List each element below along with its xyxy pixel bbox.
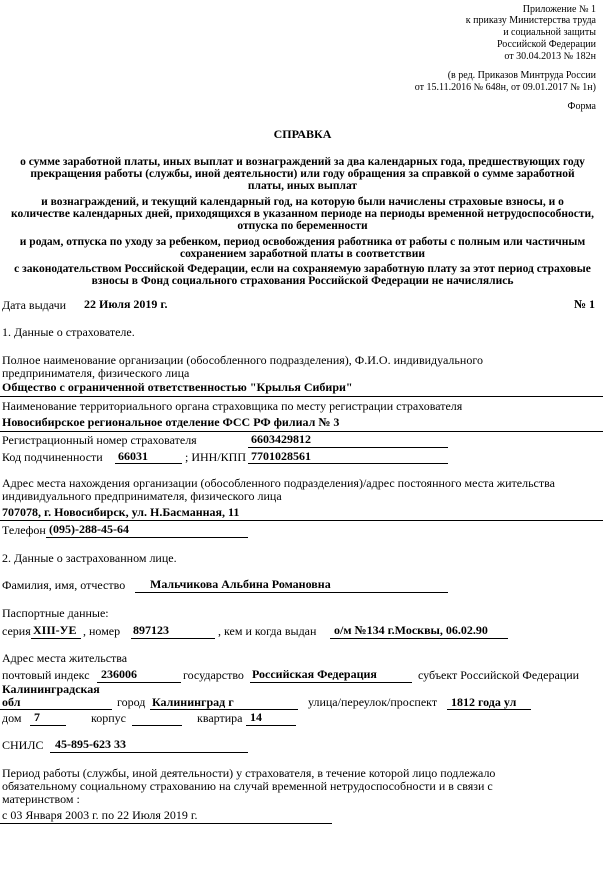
heading-line-1: о сумме заработной платы, иных выплат и вознаграждений за два календарных года, предшествующих году: [20, 156, 585, 168]
passport-label: Паспортные данные:: [2, 606, 109, 620]
period-label-line-3: материнством :: [2, 792, 80, 806]
appendix-line-4: Российской Федерации: [496, 39, 596, 50]
subordination-code-value: 66031: [118, 449, 148, 463]
section-2-title: 2. Данные о застрахованном лице.: [2, 551, 177, 565]
snils-label: СНИЛС: [2, 738, 44, 752]
revision-line-2: от 15.11.2016 № 648н, от 09.01.2017 № 1н): [414, 82, 596, 93]
street-underline: [447, 709, 531, 710]
reg-number-label: Регистрационный номер страхователя: [2, 433, 197, 447]
flat-underline: [246, 725, 296, 726]
fio-value: Мальчикова Альбина Романовна: [150, 577, 331, 591]
form-label: Форма: [567, 101, 596, 112]
appendix-line-5: от 30.04.2013 № 182н: [504, 51, 596, 62]
state-label: государство: [183, 669, 244, 682]
fio-underline: [135, 592, 448, 593]
street-value: 1812 года ул: [451, 695, 517, 709]
heading-line-7: и родам, отпуска по уходу за ребенком, период освобождения работника от работы с полным или частичным: [19, 236, 586, 248]
appendix-line-3: и социальной защиты: [503, 27, 596, 38]
issue-date-label: Дата выдачи: [2, 298, 67, 312]
passport-issued-label: , кем и когда выдан: [218, 624, 317, 638]
period-label-line-1: Период работы (службы, иной деятельности) у страхователя, в течение которой лицо подлежало: [2, 766, 496, 780]
heading-line-10: взносы в Фонд социального страхования Российской Федерации не начислялись: [91, 275, 514, 287]
section-1-title: 1. Данные о страхователе.: [2, 325, 135, 339]
heading-line-5: количестве календарных дней, приходящихся в указанном периоде на периоды временной нетрудоспособности,: [11, 208, 594, 220]
subordination-code-underline: [115, 463, 182, 464]
postcode-underline: [97, 682, 181, 683]
passport-number-label: , номер: [83, 624, 121, 638]
flat-label: квартира: [197, 711, 243, 725]
heading-line-6: отпуска по беременности: [237, 220, 368, 232]
address-value: 707078, г. Новосибирск, ул. Н.Басманная, 11: [2, 505, 240, 519]
residence-label: Адрес места жительства: [2, 651, 128, 665]
inn-kpp-value: 7701028561: [251, 449, 311, 463]
issue-date-value: 22 Июля 2019 г.: [84, 297, 168, 311]
reg-number-underline: [248, 447, 448, 448]
inn-kpp-underline: [248, 463, 448, 464]
passport-series-label: серия: [2, 624, 31, 638]
heading-line-4: и вознаграждений, и текущий календарный год, на которую были начислены страховые взносы, и о: [41, 196, 564, 208]
address-label-line-2: индивидуального предпринимателя, физического лица: [2, 489, 282, 503]
heading-line-3: платы, иных выплат: [247, 180, 358, 192]
building-label: корпус: [91, 711, 126, 725]
state-value: Российская Федерация: [252, 667, 377, 681]
territorial-body-value: Новосибирское региональное отделение ФСС РФ филиал № 3: [2, 415, 340, 429]
city-underline: [150, 709, 298, 710]
postcode-label: почтовый индекс: [2, 668, 90, 682]
house-underline: [30, 725, 66, 726]
flat-value: 14: [250, 710, 262, 724]
passport-number-underline: [131, 638, 215, 639]
org-name-underline: [0, 396, 603, 397]
passport-series-underline: [31, 638, 81, 639]
heading-line-2: прекращения работы (службы, иной деятельности) или году обращения за справкой о сумме заработной: [30, 168, 575, 180]
passport-series-value: XIII-УЕ: [33, 623, 77, 637]
city-value: Калининград г: [152, 695, 234, 709]
inn-kpp-label: ; ИНН/КПП: [185, 450, 247, 464]
period-underline: [0, 823, 332, 824]
revision-line-1: (в ред. Приказов Минтруда России: [447, 70, 596, 81]
reg-number-value: 6603429812: [251, 432, 311, 446]
address-underline: [0, 520, 603, 521]
postcode-value: 236006: [101, 667, 137, 681]
snils-underline: [50, 752, 248, 753]
org-label-line-1: Полное наименование организации (обособленного подразделения), Ф.И.О. индивидуального: [2, 353, 483, 367]
subject-value-line-1: Калининградская: [2, 682, 100, 696]
subordination-code-label: Код подчиненности: [2, 450, 103, 464]
phone-label: Телефон: [2, 523, 46, 537]
certificate-number: № 1: [573, 297, 595, 311]
heading-line-9: с законодательством Российской Федерации, если на сохраняемую заработную плату за этот период страховые: [14, 263, 591, 275]
passport-number-value: 897123: [133, 623, 169, 637]
snils-value: 45-895-623 33: [55, 737, 126, 751]
phone-underline: [46, 537, 248, 538]
phone-value: (095)-288-45-64: [49, 522, 129, 536]
org-label-line-2: предпринимателя, физического лица: [2, 366, 190, 380]
passport-issued-value: о/м №134 г.Москвы, 06.02.90: [334, 623, 488, 637]
subject-value-line-2: обл: [2, 695, 21, 709]
appendix-line-1: Приложение № 1: [522, 4, 596, 15]
passport-issued-underline: [330, 638, 508, 639]
fio-label: Фамилия, имя, отчество: [2, 578, 126, 592]
org-name-value: Общество с ограниченной ответственностью "Крылья Сибири": [2, 380, 353, 394]
territorial-body-label: Наименование территориального органа страховщика по месту регистрации страхователя: [2, 399, 463, 413]
heading-line-8: сохранением заработной платы в соответствии: [179, 248, 426, 260]
appendix-line-2: к приказу Министерства труда: [465, 15, 596, 26]
period-value: с 03 Января 2003 г. по 22 Июля 2019 г.: [2, 808, 198, 822]
city-label: город: [117, 695, 146, 709]
house-value: 7: [34, 710, 40, 724]
subject-label: субъект Российской Федерации: [418, 668, 580, 682]
state-underline: [250, 682, 412, 683]
house-label: дом: [2, 711, 22, 725]
address-label-line-1: Адрес места нахождения организации (обособленного подразделения)/адрес постоянного места жительства: [2, 476, 555, 490]
period-label-line-2: обязательному социальному страхованию на случай временной нетрудоспособности и в связи с: [2, 779, 493, 793]
building-underline: [132, 725, 182, 726]
street-label: улица/переулок/проспект: [308, 695, 438, 709]
document-title: СПРАВКА: [273, 127, 332, 141]
subject-underline: [0, 709, 112, 710]
